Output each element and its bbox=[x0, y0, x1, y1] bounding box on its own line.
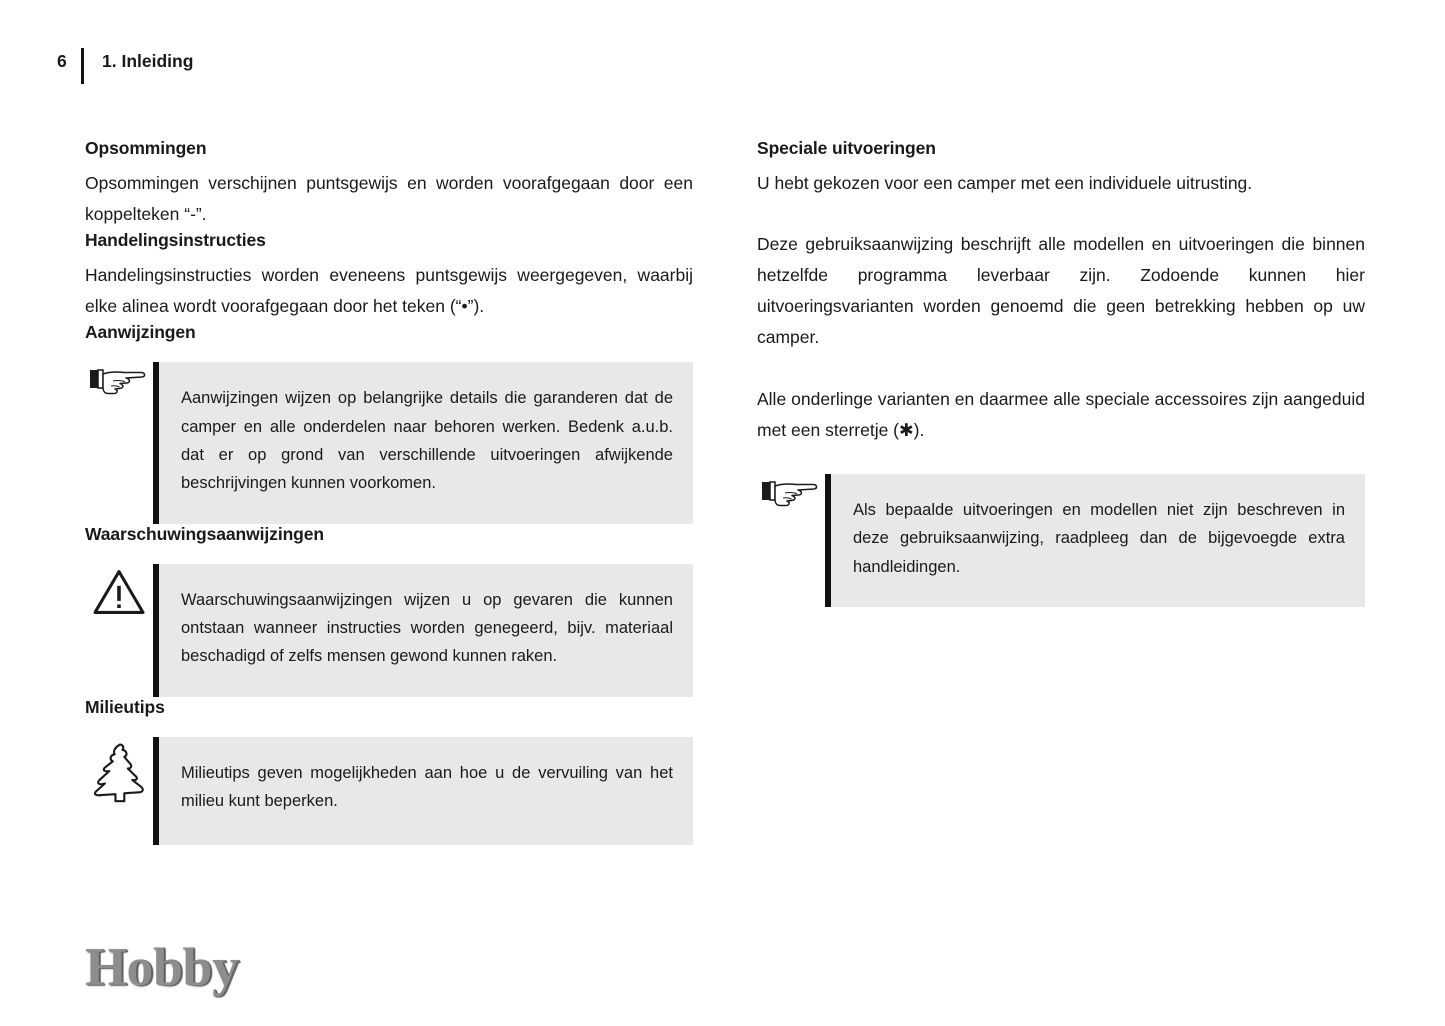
pointing-hand-icon bbox=[85, 362, 153, 400]
callout-body bbox=[159, 564, 693, 697]
warning-triangle-icon bbox=[85, 564, 153, 616]
heading-handelingsinstructies: Handelingsinstructies bbox=[85, 230, 266, 251]
callout-speciale-uitvoeringen bbox=[757, 474, 1365, 607]
hobby-brand-logo: Hobby bbox=[85, 937, 239, 997]
callout-body bbox=[159, 737, 693, 846]
callout-aanwijzingen bbox=[85, 362, 693, 524]
callout-body bbox=[159, 362, 693, 524]
heading-waarschuwingsaanwijzingen: Waarschuwingsaanwijzingen bbox=[85, 523, 324, 544]
paragraph-handelingsinstructies: Handelingsinstructies worden eveneens puntsgewijs weergegeven, waarbij elke alinea wordt voorafgegaan door het teken (“•”). bbox=[85, 265, 693, 317]
heading-milieutips: Milieutips bbox=[85, 696, 165, 717]
paragraph-speciale-1: U hebt gekozen voor een camper met een individuele uitrusting. bbox=[757, 172, 1253, 193]
callout-text-aanwijzingen: Aanwijzingen wijzen op belangrijke details die garanderen dat de camper en alle onderdelen naar behoren werken. Bedenk a.u.b. dat er op grond van verschillende uitvoeringen afwijkende beschrijvingen kunnen voorkomen. bbox=[181, 389, 673, 493]
callout-waarschuwingen bbox=[85, 564, 693, 697]
left-column bbox=[85, 138, 693, 845]
chapter-title: 1. Inleiding bbox=[102, 51, 194, 71]
paragraph-opsommingen: Opsommingen verschijnen puntsgewijs en worden voorafgegaan door een koppelteken “-”. bbox=[85, 172, 693, 225]
callout-text-waarschuwingen: Waarschuwingsaanwijzingen wijzen u op gevaren die kunnen ontstaan wanneer instructies worden genegeerd, bijv. materiaal beschadigd of zelfs mensen gewond kunnen raken. bbox=[181, 590, 673, 666]
right-column bbox=[757, 138, 1365, 607]
page-number: 6 bbox=[57, 51, 67, 71]
heading-aanwijzingen: Aanwijzingen bbox=[85, 322, 196, 343]
heading-speciale-uitvoeringen: Speciale uitvoeringen bbox=[757, 138, 936, 158]
pointing-hand-icon bbox=[757, 474, 825, 512]
fir-tree-icon bbox=[85, 737, 153, 803]
callout-text-speciale: Als bepaalde uitvoeringen en modellen niet zijn beschreven in deze gebruiksaanwijzing, raadpleeg dan de bijgevoegde extra handleidingen. bbox=[853, 500, 1345, 576]
page-header bbox=[57, 48, 193, 88]
callout-milieutips bbox=[85, 737, 693, 846]
paragraph-speciale-2: Deze gebruiksaanwijzing beschrijft alle modellen en uitvoeringen die binnen hetzelfde programma leverbaar zijn. Zodoende kunnen hier uitvoeringsvarianten worden genoemd die geen betrekking hebben op uw camper. bbox=[757, 234, 1365, 348]
callout-body bbox=[831, 474, 1365, 607]
heading-opsommingen: Opsommingen bbox=[85, 138, 207, 158]
paragraph-speciale-3: Alle onderlinge varianten en daarmee alle speciale accessoires zijn aangeduid met een sterretje (✱). bbox=[757, 388, 1365, 440]
header-divider bbox=[81, 48, 84, 84]
callout-text-milieutips: Milieutips geven mogelijkheden aan hoe u de vervuiling van het milieu kunt beperken. bbox=[181, 763, 673, 810]
